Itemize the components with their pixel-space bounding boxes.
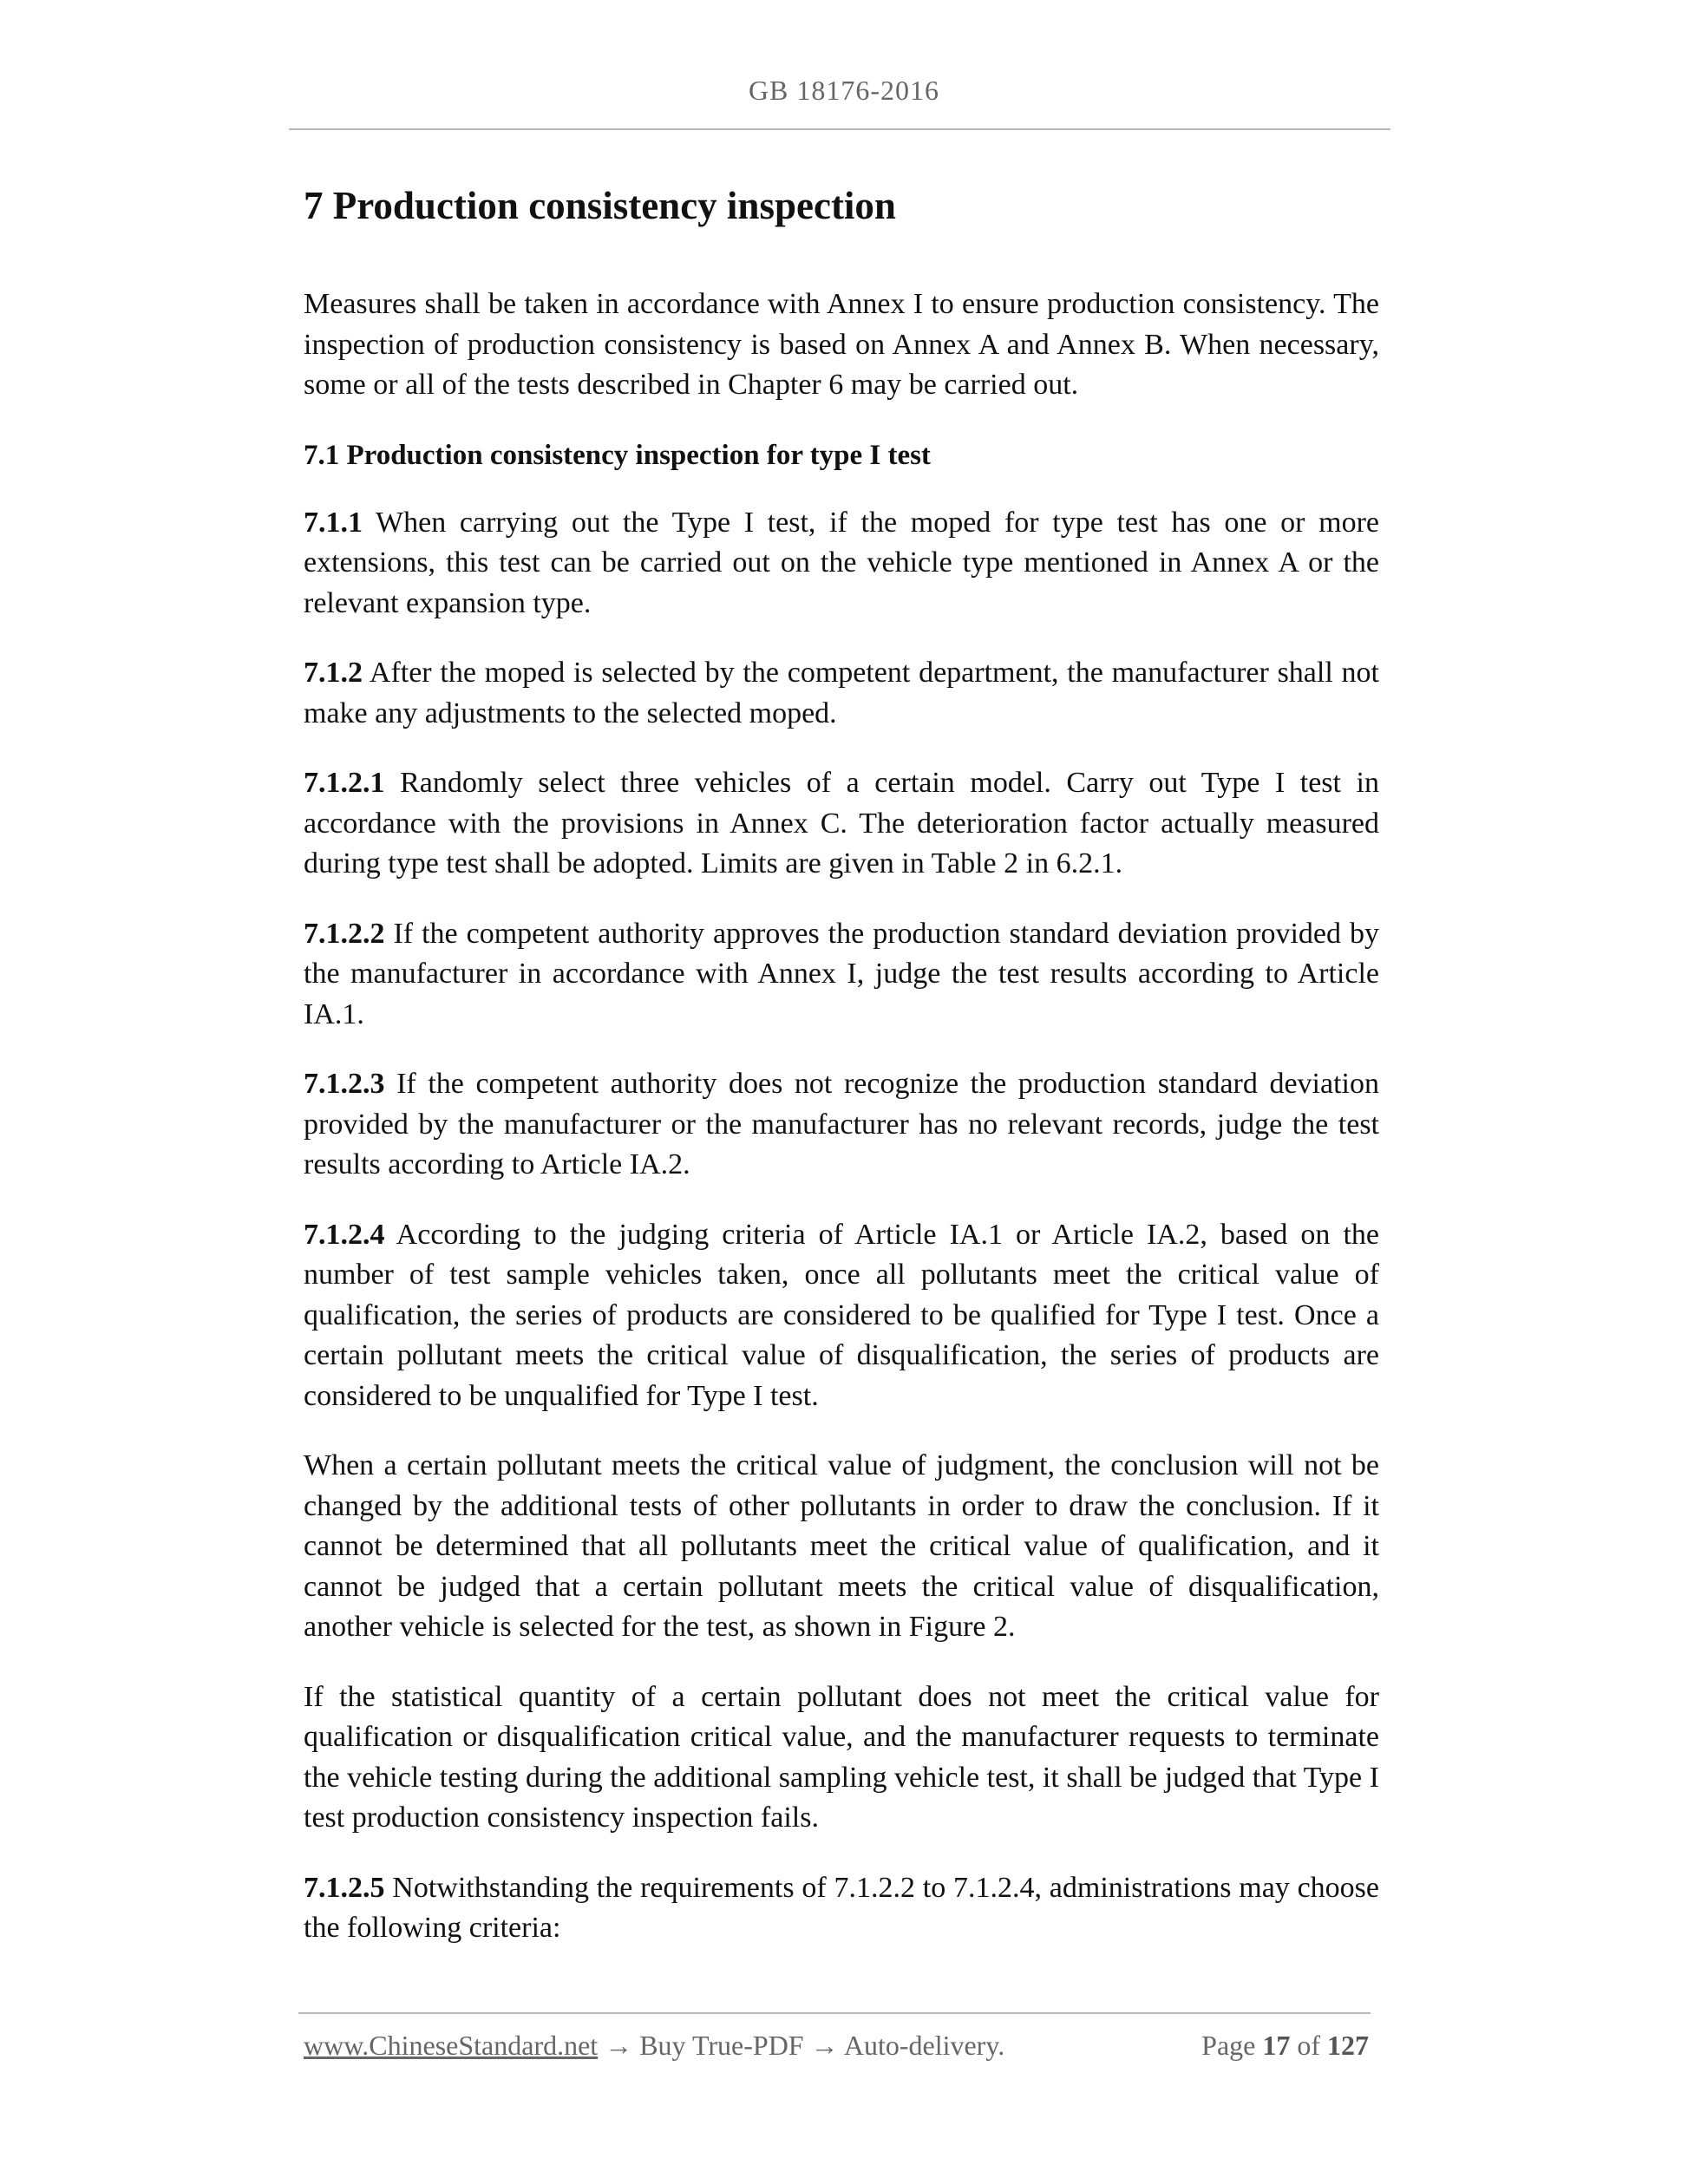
page-label: Page (1201, 2030, 1263, 2061)
clause-text: If the competent authority does not recognize the production standard deviation provided by the manufacturer or the manufacturer has no relevant records, judge the test results according to Article IA.2. (304, 1068, 1379, 1180)
page-content (304, 179, 1379, 1978)
auto-delivery-text: Auto-delivery. (843, 2030, 1005, 2061)
clause-number: 7.1.1 (304, 506, 363, 539)
total-pages: 127 (1327, 2030, 1369, 2061)
clause-number: 7.1.2.5 (304, 1871, 385, 1904)
clause-number: 7.1.2.1 (304, 767, 385, 799)
clause-number: 7.1.2.3 (304, 1068, 385, 1100)
clause-7-1-2-3 (304, 1064, 1379, 1186)
header-rule (289, 128, 1390, 130)
page-number (1201, 2030, 1369, 2062)
section-title-7-1: 7.1 Production consistency inspection for type I test (304, 439, 931, 471)
clause-7-1-2-1 (304, 763, 1379, 885)
header-doc-code: GB 18176-2016 (748, 75, 940, 106)
clause-7-1-2 (304, 653, 1379, 734)
current-page: 17 (1262, 2030, 1291, 2061)
clause-7-1-1 (304, 503, 1379, 624)
intro-paragraph: Measures shall be taken in accordance with Annex I to ensure production consistency. The inspection of production consistency is based on Annex A and Annex B. When necessary, some or all of the tests described in Chapter 6 may be carried out. (304, 288, 1379, 401)
clause-text: Notwithstanding the requirements of 7.1.2.2 to 7.1.2.4, administrations may choose the following criteria: (304, 1871, 1379, 1944)
clause-text: After the moped is selected by the competent department, the manufacturer shall not make any adjustments to the selected moped. (304, 657, 1379, 729)
clause-number: 7.1.2.4 (304, 1218, 385, 1251)
footer-rule (298, 2012, 1371, 2014)
of-label: of (1290, 2030, 1327, 2061)
arrow-icon: → (598, 2030, 640, 2061)
statistical-paragraph: If the statistical quantity of a certain pollutant does not meet the critical value for qualification or disqualification critical value, and the manufacturer requests to terminate the vehicle testing during the additional sampling vehicle test, it shall be judged that Type I test production consistency inspection fails. (304, 1680, 1379, 1834)
clause-text: If the competent authority approves the production standard deviation provided by the manufacturer in accordance with Annex I, judge the test results according to Article IA.1. (304, 917, 1379, 1030)
judgment-paragraph: When a certain pollutant meets the critical value of judgment, the conclusion will not be changed by the additional tests of other pollutants in order to draw the conclusion. If it cannot be determined that all pollutants meet the critical value of qualification, and it cannot be judged that a certain pollutant meets the critical value of disqualification, another vehicle is selected for the test, as shown in Figure 2. (304, 1449, 1379, 1643)
arrow-icon: → (803, 2030, 844, 2061)
chapter-title: 7 Production consistency inspection (304, 184, 896, 227)
clause-text: Randomly select three vehicles of a certain model. Carry out Type I test in accordance with the provisions in Annex C. The deterioration factor actually measured during type test shall be adopted. Limits are given in Table 2 in 6.2.1. (304, 767, 1379, 879)
clause-7-1-2-5 (304, 1868, 1379, 1949)
clause-number: 7.1.2 (304, 657, 363, 689)
clause-number: 7.1.2.2 (304, 917, 385, 950)
site-link[interactable]: www.ChineseStandard.net (304, 2030, 599, 2061)
clause-7-1-2-2 (304, 914, 1379, 1036)
buy-pdf-text: Buy True-PDF (639, 2030, 804, 2061)
clause-text: According to the judging criteria of Article IA.1 or Article IA.2, based on the number of test sample vehicles taken, once all pollutants meet the critical value of qualification, the series of products are considered to be qualified for Type I test. Once a certain pollutant meets the critical value of disqualification, the series of products are considered to be unqualified for Type I test. (304, 1218, 1379, 1412)
footer-links (304, 2030, 1004, 2062)
clause-7-1-2-4 (304, 1215, 1379, 1417)
clause-text: When carrying out the Type I test, if the moped for type test has one or more extensions, this test can be carried out on the vehicle type mentioned in Annex A or the relevant expansion type. (304, 506, 1379, 619)
